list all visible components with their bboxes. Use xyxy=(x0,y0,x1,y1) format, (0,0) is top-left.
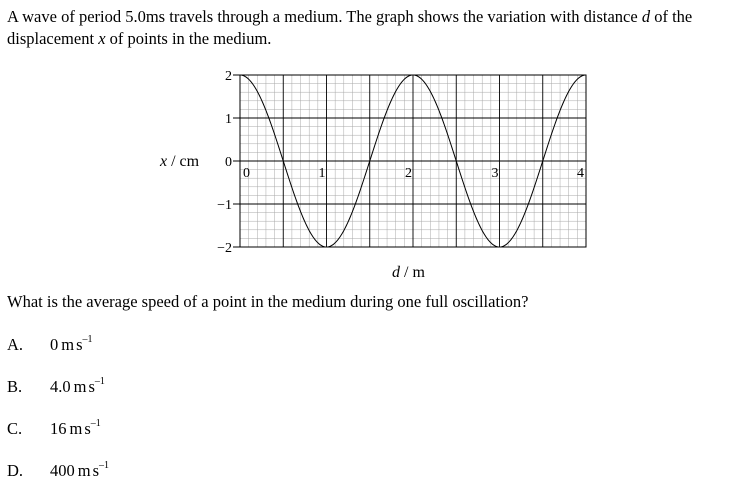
y-tick-label: 0 xyxy=(225,155,232,170)
y-tick-label: −1 xyxy=(217,198,232,213)
question-text: What is the average speed of a point in the medium during one full oscillation? xyxy=(7,292,529,311)
option-value: 400 m $s^{-1}$ xyxy=(50,460,110,480)
x-tick-label: 4 xyxy=(577,166,584,181)
option-letter: D. xyxy=(7,461,24,480)
x-tick-labels xyxy=(243,166,584,181)
option-value: 4.0 m $s^{-1}$ xyxy=(50,376,105,396)
axis-ticks xyxy=(233,75,240,247)
y-tick-label: −2 xyxy=(217,241,232,256)
var-x: x xyxy=(98,29,106,48)
option-letter: A. xyxy=(7,335,24,354)
var-d: d xyxy=(641,7,651,26)
y-tick-label: 1 xyxy=(225,112,232,127)
y-tick-label: 2 xyxy=(225,69,232,84)
x-tick-label: 1 xyxy=(318,166,326,181)
option-letter: B. xyxy=(7,377,23,396)
option-value: 16 m $s^{-1}$ xyxy=(50,418,101,438)
x-axis-label: d / m xyxy=(392,264,425,281)
y-axis-label: x / cm xyxy=(160,153,200,170)
option-value: 0 m $s^{-1}$ xyxy=(50,334,93,354)
x-tick-label: 0 xyxy=(243,166,250,181)
x-tick-label: 2 xyxy=(405,166,412,181)
x-tick-label: 3 xyxy=(491,166,499,181)
y-tick-labels xyxy=(217,69,232,256)
option-letter: C. xyxy=(7,419,23,438)
question-stem: A wave of period 5.0ms travels through a medium. The graph shows the variation with distance d of the displacement x of points in the medium. xyxy=(7,7,693,48)
